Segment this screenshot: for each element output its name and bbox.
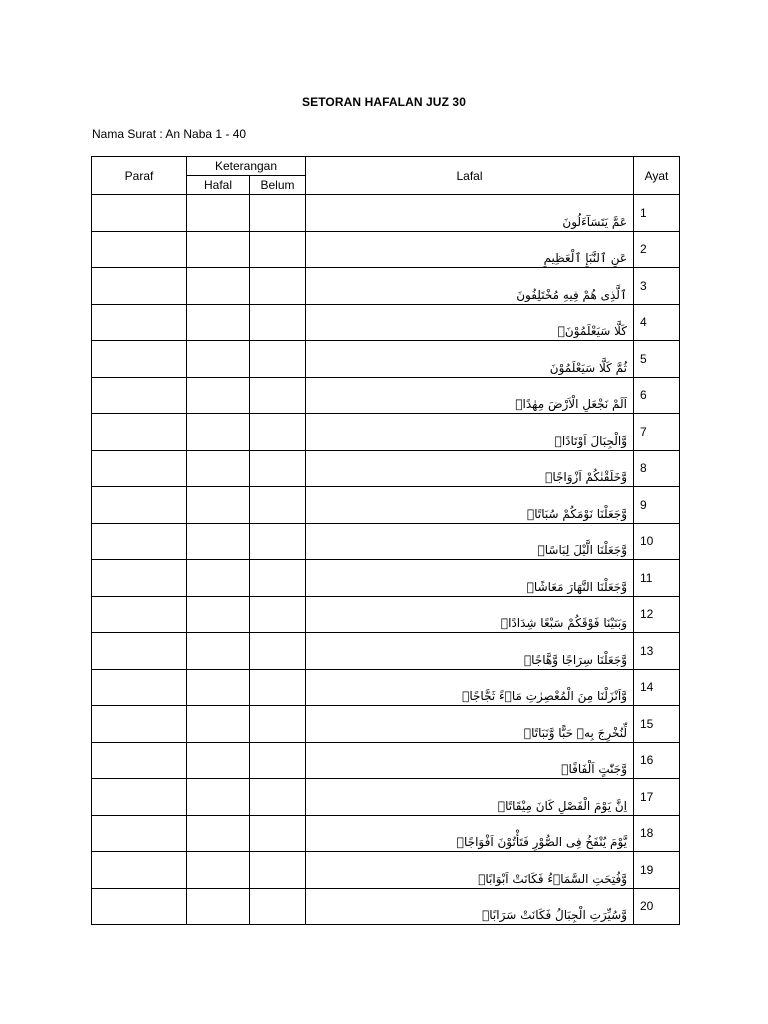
- belum-cell[interactable]: [250, 560, 306, 597]
- arabic-verse-text: ٱلَّذِى هُمْ فِيهِ مُخْتَلِفُونَ: [516, 287, 627, 302]
- ayat-number: 4: [634, 304, 680, 341]
- hafal-cell[interactable]: [187, 414, 250, 451]
- hafal-cell[interactable]: [187, 341, 250, 378]
- paraf-cell[interactable]: [92, 560, 187, 597]
- hafal-cell[interactable]: [187, 779, 250, 816]
- arabic-verse-text: وَّجَعَلْنَا الَّيْلَ لِبَاسًاۙ: [537, 543, 627, 557]
- hafal-cell[interactable]: [187, 706, 250, 743]
- table-row: [92, 231, 680, 268]
- belum-cell[interactable]: [250, 487, 306, 524]
- arabic-verse-text: ثُمَّ كَلَّا سَيَعْلَمُوْنَ: [549, 360, 627, 375]
- header-keterangan: Keterangan: [187, 157, 306, 176]
- hafal-cell[interactable]: [187, 377, 250, 414]
- hafal-cell[interactable]: [187, 815, 250, 852]
- ayat-number: 14: [634, 669, 680, 706]
- arabic-verse-text: عَنِ ٱلنَّبَإِ ٱلْعَظِيمِ: [543, 251, 627, 265]
- belum-cell[interactable]: [250, 852, 306, 889]
- hafal-cell[interactable]: [187, 450, 250, 487]
- paraf-cell[interactable]: [92, 487, 187, 524]
- lafal-cell: [306, 560, 634, 597]
- ayat-number: 6: [634, 377, 680, 414]
- hafal-cell[interactable]: [187, 268, 250, 305]
- belum-cell[interactable]: [250, 888, 306, 925]
- ayat-number: 11: [634, 560, 680, 597]
- header-hafal: Hafal: [187, 176, 250, 195]
- paraf-cell[interactable]: [92, 523, 187, 560]
- paraf-cell[interactable]: [92, 852, 187, 889]
- belum-cell[interactable]: [250, 304, 306, 341]
- paraf-cell[interactable]: [92, 377, 187, 414]
- hafal-cell[interactable]: [187, 304, 250, 341]
- hafal-cell[interactable]: [187, 888, 250, 925]
- header-paraf: Paraf: [92, 157, 187, 195]
- arabic-verse-text: عَمَّ يَتَسَآءَلُونَ: [562, 214, 627, 229]
- table-row: [92, 450, 680, 487]
- paraf-cell[interactable]: [92, 888, 187, 925]
- paraf-cell[interactable]: [92, 414, 187, 451]
- lafal-cell: [306, 815, 634, 852]
- table-row: [92, 706, 680, 743]
- header-ayat: Ayat: [634, 157, 680, 195]
- table-row: [92, 633, 680, 670]
- lafal-cell: [306, 341, 634, 378]
- ayat-number: 8: [634, 450, 680, 487]
- belum-cell[interactable]: [250, 377, 306, 414]
- ayat-number: 9: [634, 487, 680, 524]
- table-row: [92, 414, 680, 451]
- ayat-number: 5: [634, 341, 680, 378]
- lafal-cell: [306, 706, 634, 743]
- table-row: [92, 195, 680, 232]
- paraf-cell[interactable]: [92, 669, 187, 706]
- lafal-cell: [306, 669, 634, 706]
- paraf-cell[interactable]: [92, 268, 187, 305]
- table-row: [92, 742, 680, 779]
- table-body: [92, 195, 680, 925]
- table-row: [92, 341, 680, 378]
- paraf-cell[interactable]: [92, 596, 187, 633]
- lafal-cell: [306, 596, 634, 633]
- arabic-verse-text: وَّجَعَلْنَا سِرَاجًا وَّهَّاجًاۖ: [523, 652, 627, 667]
- table-row: [92, 523, 680, 560]
- ayat-number: 15: [634, 706, 680, 743]
- ayat-number: 18: [634, 815, 680, 852]
- lafal-cell: [306, 414, 634, 451]
- belum-cell[interactable]: [250, 414, 306, 451]
- table-row: [92, 815, 680, 852]
- paraf-cell[interactable]: [92, 231, 187, 268]
- lafal-cell: [306, 888, 634, 925]
- table-row: [92, 268, 680, 305]
- ayat-number: 1: [634, 195, 680, 232]
- lafal-cell: [306, 742, 634, 779]
- lafal-cell: [306, 304, 634, 341]
- lafal-cell: [306, 377, 634, 414]
- hafal-cell[interactable]: [187, 742, 250, 779]
- arabic-verse-text: وَّجَنّٰتٍ اَلْفَافًاۗ: [561, 762, 627, 776]
- lafal-cell: [306, 487, 634, 524]
- hafal-cell[interactable]: [187, 596, 250, 633]
- table-row: [92, 888, 680, 925]
- arabic-verse-text: وَّالْجِبَالَ اَوْتَادًاۖ: [554, 433, 627, 448]
- paraf-cell[interactable]: [92, 341, 187, 378]
- ayat-number: 12: [634, 596, 680, 633]
- table-row: [92, 669, 680, 706]
- lafal-cell: [306, 779, 634, 816]
- ayat-number: 13: [634, 633, 680, 670]
- hafal-cell[interactable]: [187, 633, 250, 670]
- arabic-verse-text: وَّجَعَلْنَا نَوْمَكُمْ سُبَاتًاۙ: [527, 506, 627, 521]
- belum-cell[interactable]: [250, 268, 306, 305]
- arabic-verse-text: وَّفُتِحَتِ السَّمَاۤءُ فَكَانَتْ اَبْوَابًاۙ: [478, 871, 627, 886]
- table-row: [92, 596, 680, 633]
- paraf-cell[interactable]: [92, 304, 187, 341]
- table-row: [92, 560, 680, 597]
- arabic-verse-text: وَّسُيِّرَتِ الْجِبَالُ فَكَانَتْ سَرَابًاۗ: [482, 908, 627, 922]
- ayat-number: 3: [634, 268, 680, 305]
- lafal-cell: [306, 450, 634, 487]
- paraf-cell[interactable]: [92, 815, 187, 852]
- ayat-number: 7: [634, 414, 680, 451]
- belum-cell[interactable]: [250, 195, 306, 232]
- table-row: [92, 304, 680, 341]
- lafal-cell: [306, 231, 634, 268]
- hafal-cell[interactable]: [187, 231, 250, 268]
- table-row: [92, 377, 680, 414]
- header-lafal: Lafal: [306, 157, 634, 195]
- arabic-verse-text: وَّاَنْزَلْنَا مِنَ الْمُعْصِرٰتِ مَاۤءً ثَجَّاجًاۙ: [462, 689, 627, 703]
- lafal-cell: [306, 523, 634, 560]
- hafal-cell[interactable]: [187, 487, 250, 524]
- ayat-number: 16: [634, 742, 680, 779]
- belum-cell[interactable]: [250, 742, 306, 779]
- belum-cell[interactable]: [250, 706, 306, 743]
- arabic-verse-text: وَّجَعَلْنَا النَّهَارَ مَعَاشًاۚ: [526, 579, 627, 594]
- header-belum: Belum: [250, 176, 306, 195]
- belum-cell[interactable]: [250, 231, 306, 268]
- arabic-verse-text: وَّخَلَقْنٰكُمْ اَزْوَاجًاۙ: [545, 470, 627, 484]
- surah-label: Nama Surat : An Naba 1 - 40: [92, 127, 247, 141]
- belum-cell[interactable]: [250, 341, 306, 378]
- arabic-verse-text: وَبَنَيْنَا فَوْقَكُمْ سَبْعًا شِدَادًاۙ: [500, 616, 627, 630]
- paraf-cell[interactable]: [92, 195, 187, 232]
- paraf-cell[interactable]: [92, 450, 187, 487]
- belum-cell[interactable]: [250, 633, 306, 670]
- table-row: [92, 852, 680, 889]
- hafal-cell[interactable]: [187, 195, 250, 232]
- ayat-number: 19: [634, 852, 680, 889]
- belum-cell[interactable]: [250, 669, 306, 706]
- memorization-table: [91, 156, 680, 925]
- lafal-cell: [306, 195, 634, 232]
- arabic-verse-text: كَلَّا سَيَعْلَمُوْنَۙ: [557, 324, 627, 338]
- hafal-cell[interactable]: [187, 560, 250, 597]
- arabic-verse-text: اِنَّ يَوْمَ الْفَصْلِ كَانَ مِيْقَاتًاۙ: [497, 798, 627, 813]
- hafal-cell[interactable]: [187, 669, 250, 706]
- paraf-cell[interactable]: [92, 742, 187, 779]
- hafal-cell[interactable]: [187, 852, 250, 889]
- hafal-cell[interactable]: [187, 523, 250, 560]
- ayat-number: 2: [634, 231, 680, 268]
- belum-cell[interactable]: [250, 450, 306, 487]
- paraf-cell[interactable]: [92, 706, 187, 743]
- belum-cell[interactable]: [250, 815, 306, 852]
- arabic-verse-text: اَلَمْ نَجْعَلِ الْاَرْضَ مِهٰدًاۙ: [515, 397, 627, 411]
- table-row: [92, 487, 680, 524]
- ayat-number: 17: [634, 779, 680, 816]
- arabic-verse-text: لِّنُخْرِجَ بِهٖ حَبًّا وَّنَبَاتًاۙ: [523, 725, 627, 740]
- lafal-cell: [306, 268, 634, 305]
- belum-cell[interactable]: [250, 523, 306, 560]
- lafal-cell: [306, 633, 634, 670]
- paraf-cell[interactable]: [92, 779, 187, 816]
- belum-cell[interactable]: [250, 596, 306, 633]
- document-title: SETORAN HAFALAN JUZ 30: [301, 95, 466, 109]
- arabic-verse-text: يَّوْمَ يُنْفَخُ فِى الصُّوْرِ فَتَأْتُوْنَ اَفْوَاجًاۙ: [456, 835, 627, 849]
- ayat-number: 20: [634, 888, 680, 925]
- ayat-number: 10: [634, 523, 680, 560]
- paraf-cell[interactable]: [92, 633, 187, 670]
- table-row: [92, 779, 680, 816]
- lafal-cell: [306, 852, 634, 889]
- belum-cell[interactable]: [250, 779, 306, 816]
